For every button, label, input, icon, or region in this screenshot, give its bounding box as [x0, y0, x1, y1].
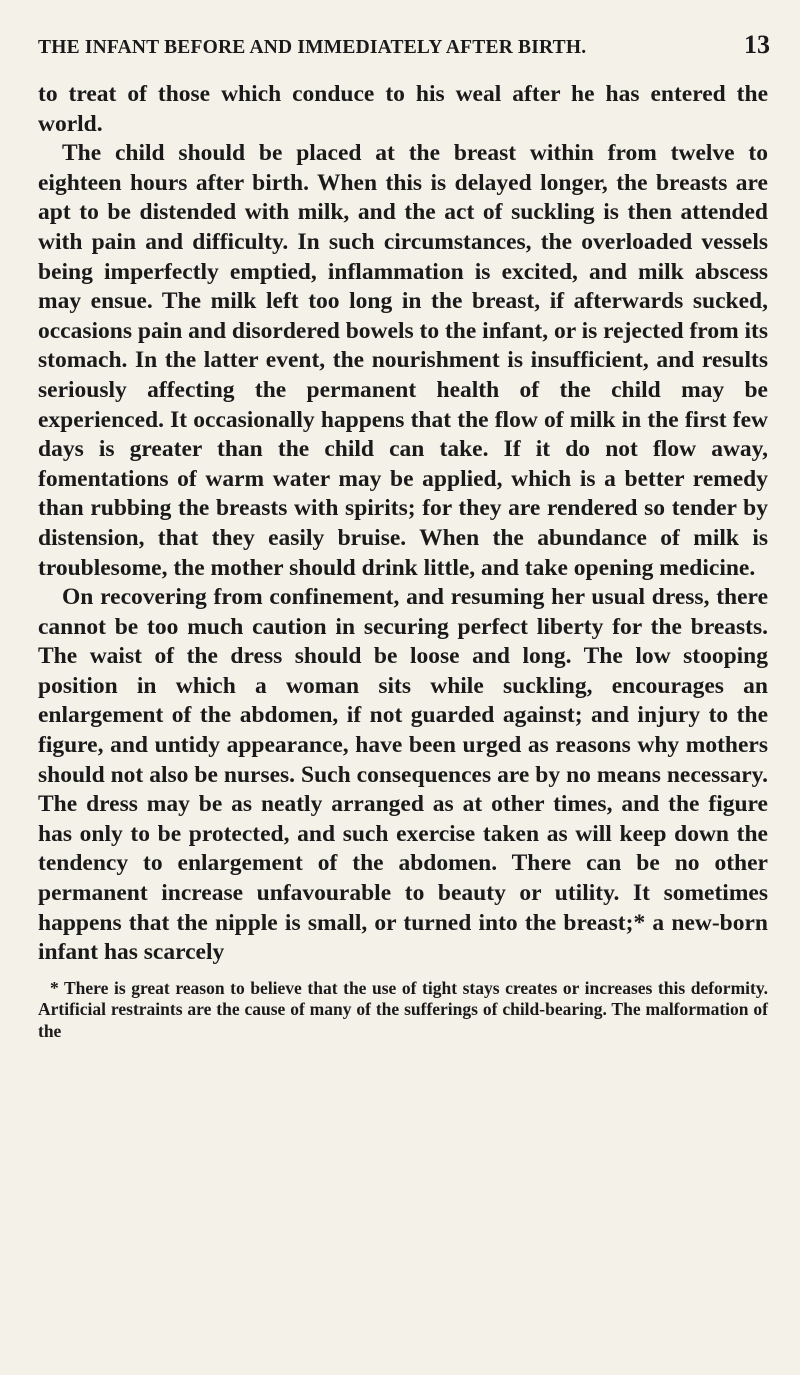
paragraph-continuation: to treat of those which conduce to his weal after he has entered the world.: [38, 81, 768, 137]
running-head-title: THE INFANT BEFORE AND IMMEDIATELY AFTER BIRTH.: [38, 37, 587, 58]
book-page: [38, 30, 768, 1042]
body-text: [38, 80, 768, 968]
page-number: 13: [744, 30, 770, 59]
paragraph-suckling: The child should be placed at the breast within from twelve to eighteen hours after birth. When this is delayed longer, the breasts are apt to be distended with milk, and the act of suckling is then attended with pain and difficulty. In such circumstances, the overloaded vessels being imperfectly emptied, inflammation is excited, and milk abscess may ensue. The milk left too long in the breast, if afterwards sucked, occasions pain and disordered bowels to the infant, or is rejected from its stomach. In the latter event, the nourishment is insufficient, and results seriously affecting the permanent health of the child may be experienced. It occasionally happens that the flow of milk in the first few days is greater than the child can take. If it do not flow away, fomentations of warm water may be applied, which is a better remedy than rubbing the breasts with spirits; for they are rendered so tender by distension, that they easily bruise. When the abundance of milk is troublesome, the mother should drink little, and take opening medicine.: [38, 140, 769, 581]
footnote: * There is great reason to believe that the use of tight stays creates or increases this deformity. Artificial restraints are the cause of many of the sufferings of child-bearing. The malformation of the: [38, 977, 768, 1041]
running-head: [38, 30, 768, 64]
paragraph-dress: On recovering from confinement, and resuming her usual dress, there cannot be too much caution in securing perfect liberty for the breasts. The waist of the dress should be loose and long. The low stooping position in which a woman sits while suckling, encourages an enlargement of the abdomen, if not guarded against; and injury to the figure, and untidy appearance, have been urged as reasons why mothers should not also be nurses. Such consequences are by no means necessary. The dress may be as neatly arranged as at other times, and the figure has only to be protected, and such exercise taken as will keep down the tendency to enlargement of the abdomen. There can be no other permanent increase unfavourable to beauty or utility. It sometimes happens that the nipple is small, or turned into the breast;* a new-born infant has scarcely: [38, 584, 768, 966]
